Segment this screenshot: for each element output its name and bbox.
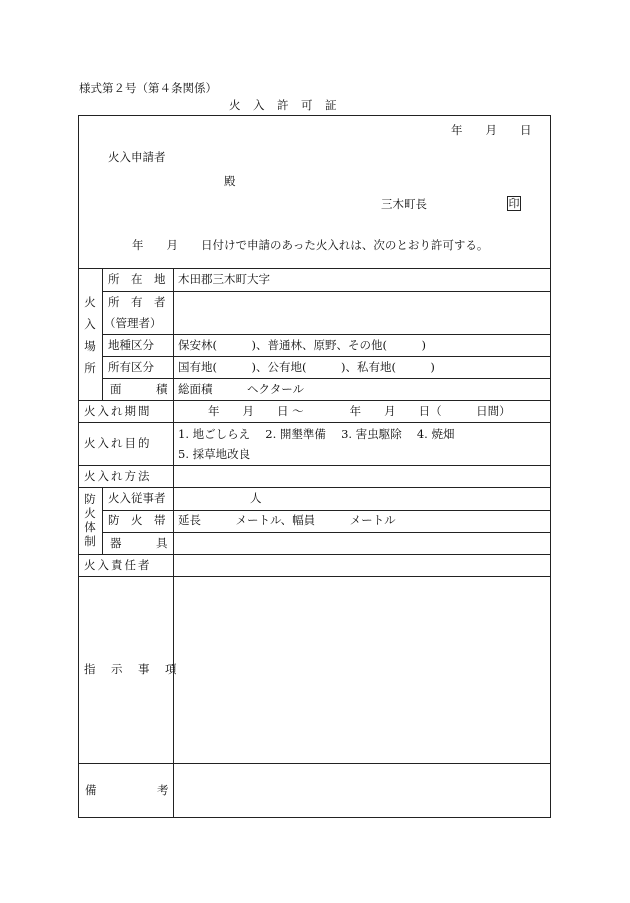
location-group-char-2: 入: [84, 317, 96, 331]
area-label: 面 積: [110, 382, 168, 396]
owner-label: 所 有 者: [108, 295, 166, 309]
manager-label: （管理者）: [104, 316, 162, 330]
rule-location-group: [102, 268, 103, 400]
issue-date: 年 月 日: [451, 123, 532, 137]
ownership-value: 国有地( )、公有地( )、私有地( ): [178, 360, 435, 374]
fire-group-char-4: 制: [84, 534, 96, 548]
purpose-label: 火入れ目的: [84, 436, 152, 450]
rule-fire-group: [102, 487, 103, 554]
rule-address: [102, 291, 551, 292]
rule-label-column: [173, 268, 174, 818]
responsible-label: 火入責任者: [84, 558, 152, 572]
rule-responsible: [78, 576, 551, 577]
applicant-label: 火入申請者: [108, 150, 166, 164]
remarks-label-left: 備: [85, 783, 97, 797]
address-label: 所 在 地: [108, 272, 166, 286]
area-value: 総面積 ヘクタール: [178, 382, 305, 396]
equipment-label: 器 具: [110, 536, 168, 550]
seal-mark: 印: [508, 197, 520, 210]
firebreak-label: 防 火 帯: [108, 513, 166, 527]
period-value: 年 月 日 〜 年 月 日（ 日間）: [208, 404, 511, 418]
method-label: 火入れ方法: [84, 469, 152, 483]
fire-group-char-1: 防: [84, 492, 96, 506]
rule-equipment: [78, 554, 551, 555]
location-group-char-1: 火: [84, 295, 96, 309]
rule-purpose: [78, 465, 551, 466]
permit-form-frame: [78, 115, 551, 818]
rule-instructions: [78, 763, 551, 764]
location-group-char-4: 所: [84, 361, 96, 375]
remarks-label-right: 考: [157, 783, 169, 797]
rule-method: [78, 487, 551, 488]
period-label: 火入れ期間: [84, 404, 152, 418]
address-value: 木田郡三木町大字: [178, 272, 270, 286]
rule-area: [78, 400, 551, 401]
document-title: 火 入 許 可 証: [229, 98, 337, 112]
rule-land-type: [102, 356, 551, 357]
location-group-char-3: 場: [84, 339, 96, 353]
rule-firebreak: [102, 532, 551, 533]
workers-value: 人: [250, 491, 262, 505]
rule-ownership: [102, 378, 551, 379]
fire-group-char-2: 火: [84, 506, 96, 520]
mayor-label: 三木町長: [381, 197, 427, 211]
form-number: 様式第２号（第４条関係）: [79, 81, 217, 95]
purpose-options-line-1: 1. 地ごしらえ 2. 開墾準備 3. 害虫駆除 4. 焼畑: [178, 427, 455, 441]
instructions-label: 指 示 事 項: [84, 662, 179, 676]
rule-period: [78, 422, 551, 423]
permit-sentence: 年 月 日付けで申請のあった火入れは、次のとおり許可する。: [132, 238, 489, 252]
workers-label: 火入従事者: [108, 491, 166, 505]
dono-honorific: 殿: [224, 174, 236, 188]
rule-workers: [102, 510, 551, 511]
land-type-label: 地種区分: [108, 338, 154, 352]
fire-group-char-3: 体: [84, 520, 96, 534]
ownership-label: 所有区分: [108, 360, 154, 374]
land-type-value: 保安林( )、普通林、原野、その他( ): [178, 338, 426, 352]
rule-owner: [102, 334, 551, 335]
firebreak-value: 延長 メートル、幅員 メートル: [178, 513, 396, 527]
rule-header-bottom: [78, 268, 551, 269]
purpose-options-line-2: 5. 採草地改良: [178, 447, 251, 461]
